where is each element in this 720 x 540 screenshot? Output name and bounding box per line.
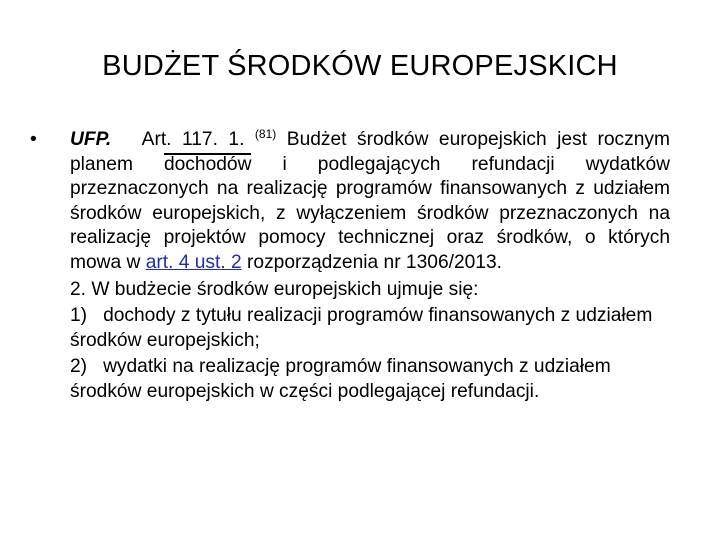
overlined-word: dochodów: [163, 153, 252, 175]
list-item-2: [70, 355, 670, 404]
list-item-1: [70, 304, 670, 353]
paragraph-text-2: i podlegających refundacji wydatków przeznaczonych na realizację programów finansowanych z udziałem środków europejskich, z wyłączeniem środków przeznaczonych na realizację projektów pomocy technicznej oraz środków, o których mowa w: [70, 153, 670, 273]
paragraph-art-117: [70, 128, 670, 276]
list-item-2-number: 2): [70, 356, 88, 378]
list-item-1-number: 1): [70, 305, 88, 327]
bullet-icon: •: [30, 129, 37, 150]
footnote-marker: (81): [254, 127, 277, 141]
paragraph-2: 2. W budżecie środków europejskich ujmuje się:: [70, 278, 479, 300]
ufp-label: UFP.: [70, 129, 112, 150]
paragraph-text-3: rozporządzenia nr 1306/2013.: [241, 251, 502, 273]
slide-content: [30, 127, 670, 405]
slide-title: BUDŻET ŚRODKÓW EUROPEJSKICH: [102, 50, 618, 82]
list-item-1-text: dochody z tytułu realizacji programów finansowanych z udziałem środków europejskich;: [70, 305, 653, 351]
paragraph-text-1: Budżet środków europejskich jest rocznym planem: [70, 129, 670, 175]
list-item-2-text: wydatki na realizację programów finansowanych z udziałem środków europejskich w części podlegającej refundacji.: [70, 356, 611, 402]
article-reference: Art. 117. 1.: [141, 129, 245, 150]
regulation-link[interactable]: art. 4 ust. 2: [145, 251, 242, 273]
